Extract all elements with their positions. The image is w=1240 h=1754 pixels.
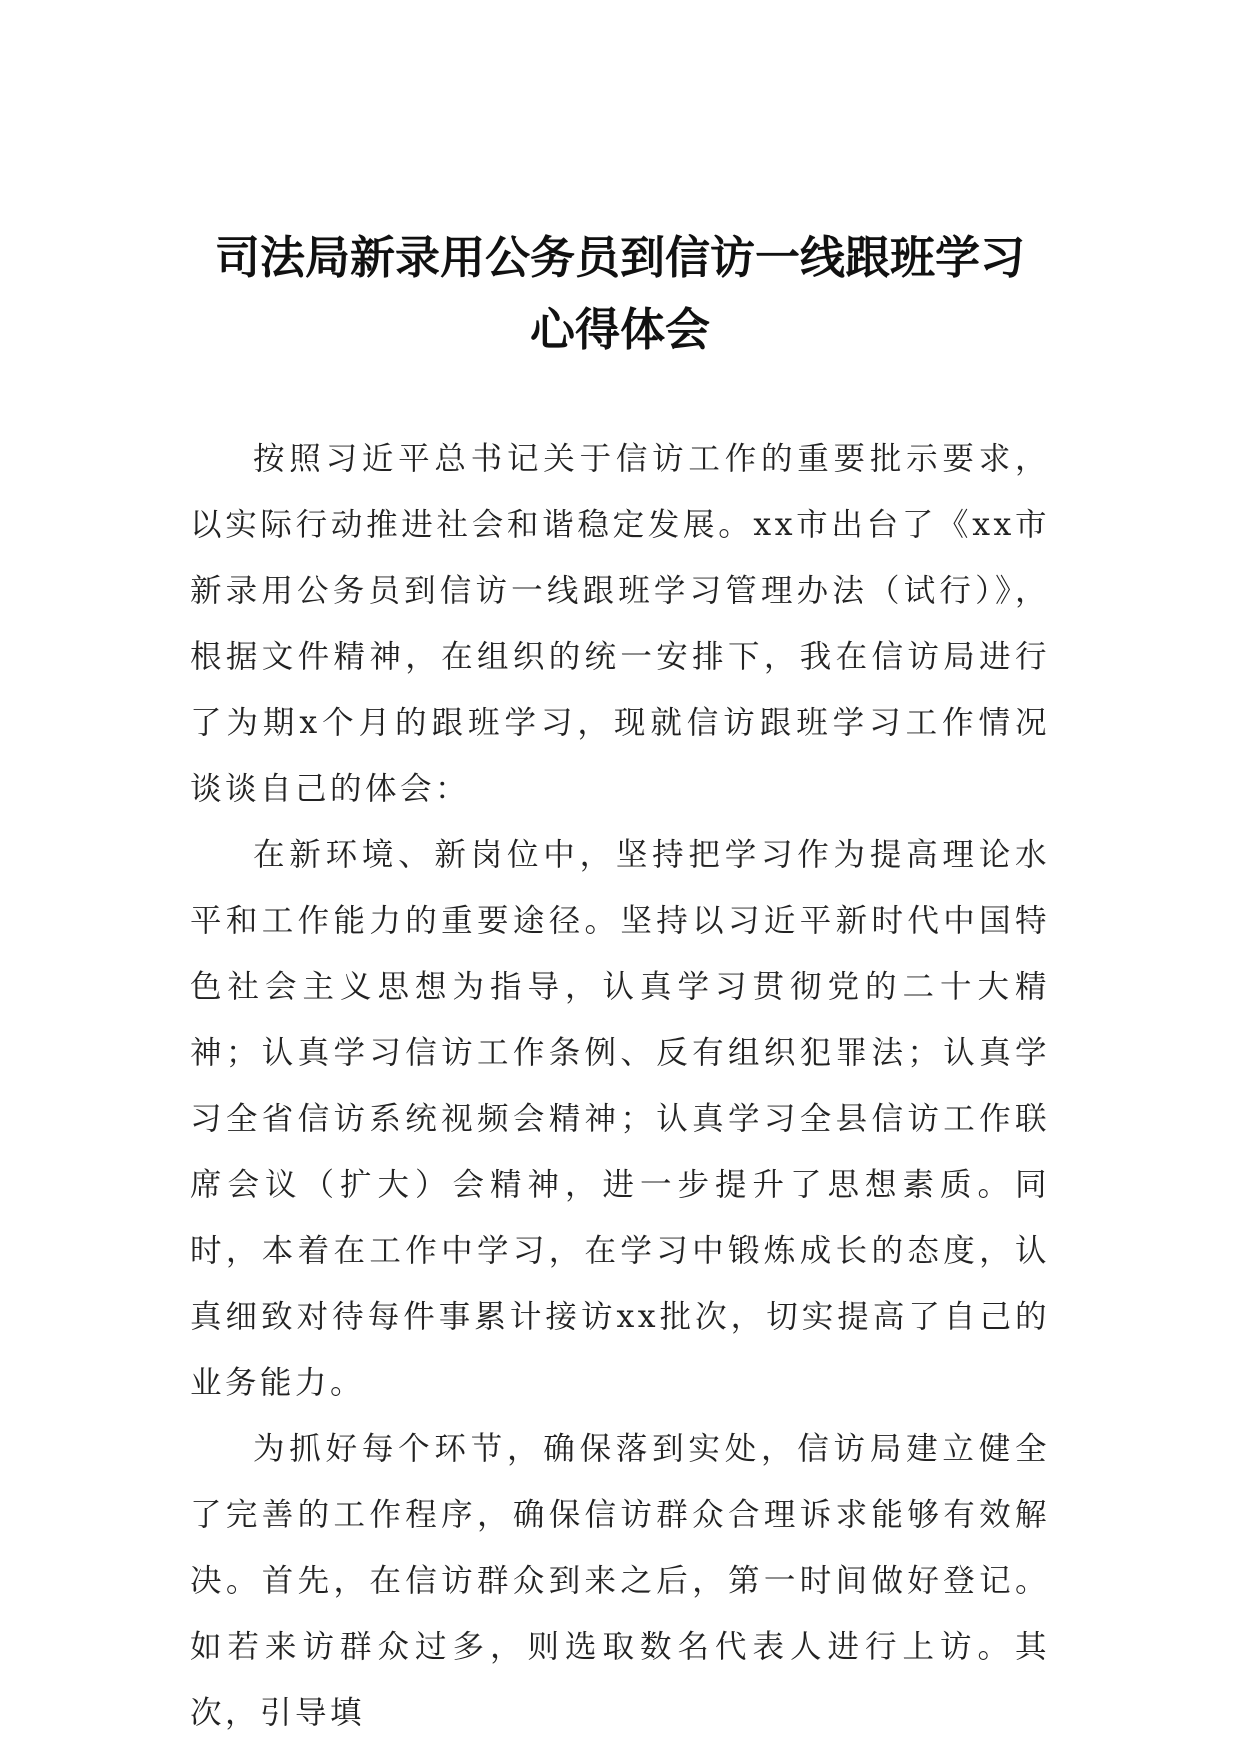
- paragraph-1: 按照习近平总书记关于信访工作的重要批示要求，以实际行动推进社会和谐稳定发展。xx市出台了《xx市新录用公务员到信访一线跟班学习管理办法（试行）》，根据文件精神，在组织的统一安排下，我在信访局进行了为期x个月的跟班学习，现就信访跟班学习工作情况谈谈自己的体会：: [190, 441, 1050, 807]
- paragraph-2: 在新环境、新岗位中，坚持把学习作为提高理论水平和工作能力的重要途径。坚持以习近平新时代中国特色社会主义思想为指导，认真学习贯彻党的二十大精神；认真学习信访工作条例、反有组织犯罪法；认真学习全省信访系统视频会精神；认真学习全县信访工作联席会议（扩大）会精神，进一步提升了思想素质。同时，本着在工作中学习，在学习中锻炼成长的态度，认真细致对待每件事累计接访xx批次，切实提高了自己的业务能力。: [190, 837, 1050, 1401]
- document-title: [150, 222, 1090, 366]
- paragraph-3: 为抓好每个环节，确保落到实处，信访局建立健全了完善的工作程序，确保信访群众合理诉求能够有效解决。首先，在信访群众到来之后，第一时间做好登记。如若来访群众过多，则选取数名代表人进行上访。其次，引导填: [190, 1431, 1050, 1731]
- document-body: [190, 426, 1050, 1746]
- title-line-1: 司法局新录用公务员到信访一线跟班学习: [214, 231, 1025, 284]
- title-line-2: 心得体会: [529, 303, 710, 356]
